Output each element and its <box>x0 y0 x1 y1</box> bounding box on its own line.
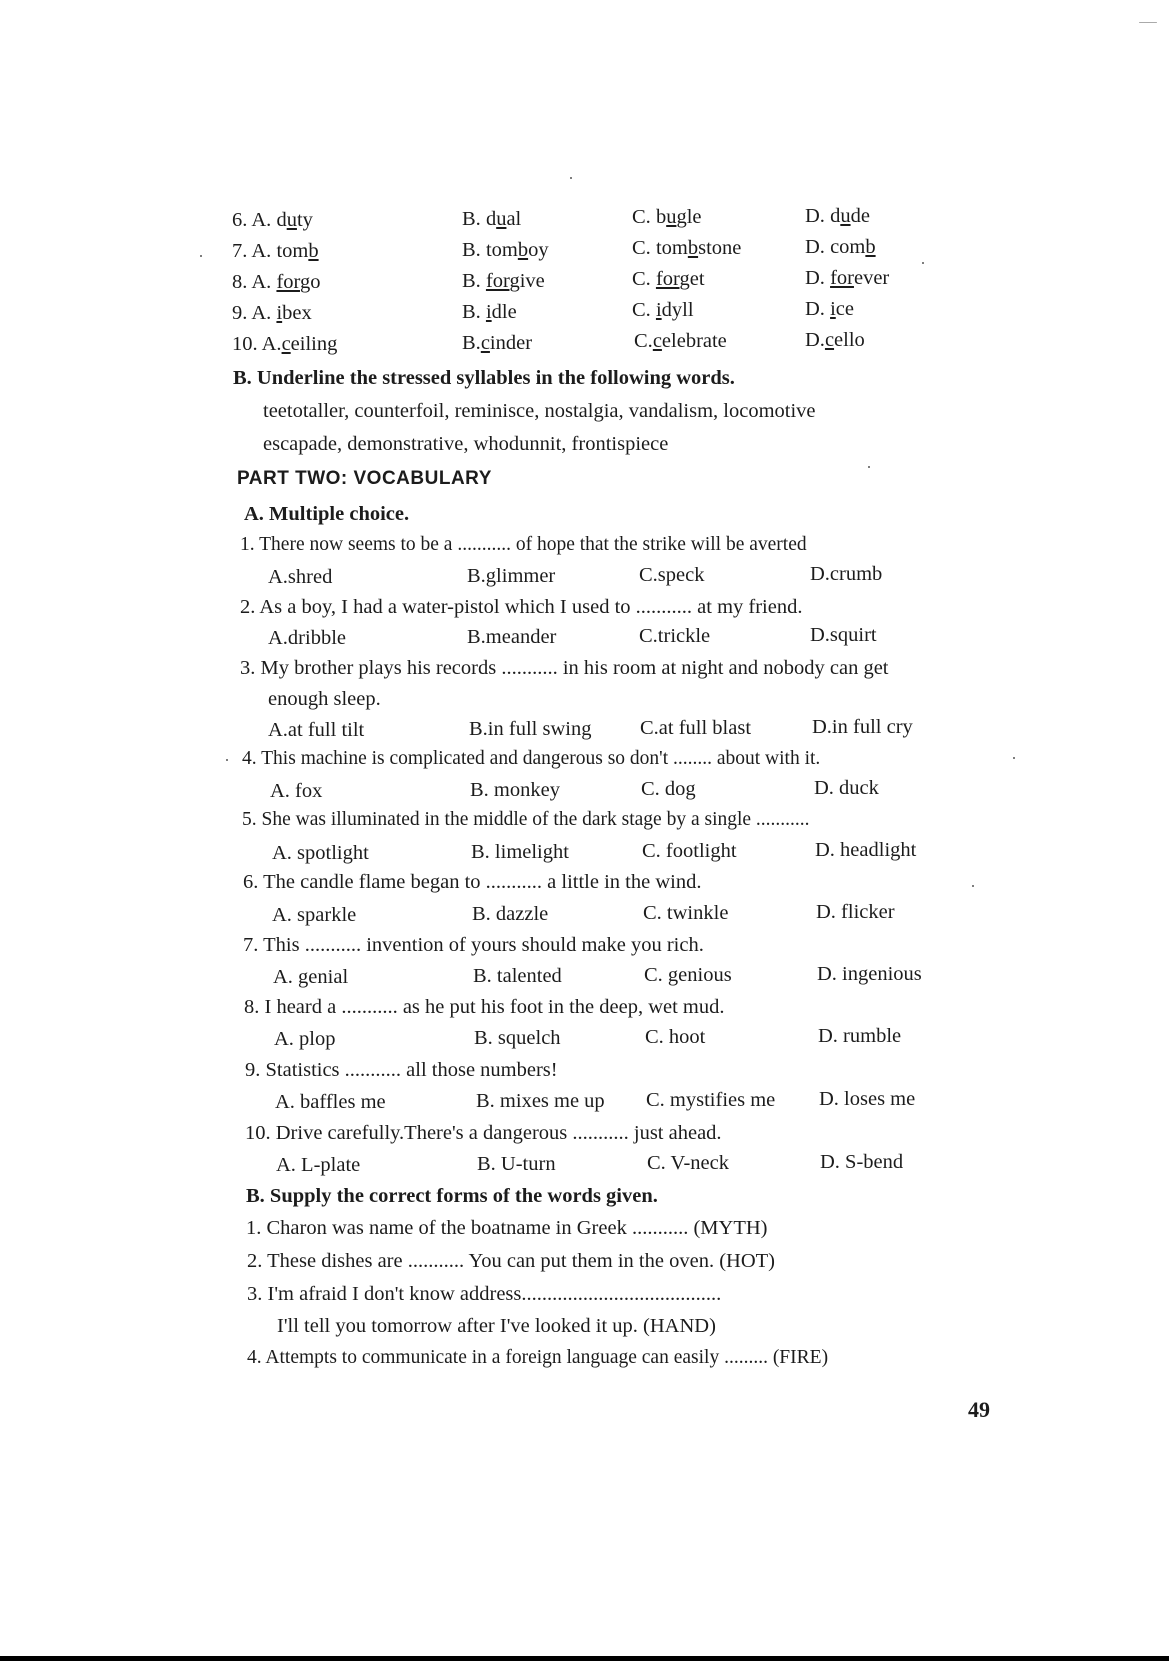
pron-row-7-a: 7. A. tomb <box>232 240 319 262</box>
mc-question-8: 8. I heard a ........... as he put his foot in the deep, wet mud. <box>244 996 725 1018</box>
pron-row-6-a: 6. A. duty <box>232 209 313 231</box>
scan-speck <box>570 177 572 179</box>
pron-row-8-c: C. forget <box>632 268 705 290</box>
mc-q8-option-d: D. rumble <box>818 1025 902 1047</box>
mc-q4-option-a: A. fox <box>270 780 323 802</box>
pron-row-9-d: D. ice <box>805 298 854 320</box>
mc-q1-option-c: C.speck <box>639 564 705 586</box>
page-number: 49 <box>968 1397 990 1422</box>
mc-question-2: 2. As a boy, I had a water-pistol which I used to ........... at my friend. <box>240 596 803 618</box>
mc-q10-option-d: D. S-bend <box>820 1151 904 1173</box>
pron-row-8-b: B. forgive <box>462 270 545 292</box>
pron-row-6-b: B. dual <box>462 208 522 230</box>
mc-q3-option-d: D.in full cry <box>812 716 913 738</box>
mc-q10-option-c: C. V-neck <box>647 1152 729 1174</box>
scan-speck <box>868 466 870 468</box>
mc-q3-option-c: C.at full blast <box>640 717 752 739</box>
mc-q9-option-b: B. mixes me up <box>476 1090 605 1112</box>
pron-row-8-a: 8. A. forgo <box>232 271 321 293</box>
word-form-3-continued: I'll tell you tomorrow after I've looked it up. (HAND) <box>277 1315 716 1337</box>
mc-question-1: 1. There now seems to be a ........... of hope that the strike will be averted <box>240 534 807 555</box>
mc-question-7: 7. This ........... invention of yours should make you rich. <box>243 934 704 956</box>
mc-q7-option-b: B. talented <box>473 965 562 987</box>
pron-row-8-d: D. forever <box>805 267 890 289</box>
scan-speck <box>1139 22 1157 23</box>
mc-q1-option-b: B.glimmer <box>467 565 556 587</box>
word-form-4: 4. Attempts to communicate in a foreign language can easily ......... (FIRE) <box>247 1347 829 1368</box>
mc-q8-option-c: C. hoot <box>645 1026 706 1048</box>
mc-q7-option-c: C. genious <box>644 964 732 986</box>
mc-q5-option-c: C. footlight <box>642 840 737 862</box>
mc-q8-option-a: A. plop <box>274 1028 336 1050</box>
pron-row-10-b: B.cinder <box>462 332 533 354</box>
mc-question-4: 4. This machine is complicated and dangerous so don't ........ about with it. <box>242 748 821 769</box>
mc-q10-option-a: A. L-plate <box>276 1154 361 1176</box>
stress-words-line-2: escapade, demonstrative, whodunnit, frontispiece <box>263 433 669 455</box>
word-forms-heading: B. Supply the correct forms of the words given. <box>246 1185 658 1207</box>
pron-row-9-a: 9. A. ibex <box>232 302 312 324</box>
mc-q5-option-a: A. spotlight <box>272 842 369 864</box>
stress-heading: B. Underline the stressed syllables in the following words. <box>233 367 735 389</box>
mc-q4-option-c: C. dog <box>641 778 696 800</box>
scan-bottom-edge <box>0 1656 1169 1661</box>
pron-row-10-d: D.cello <box>805 329 865 351</box>
part-two-title: PART TWO: VOCABULARY <box>237 468 492 489</box>
scan-speck <box>200 255 202 257</box>
mc-question-3-continued: enough sleep. <box>268 688 381 710</box>
pron-row-10-a: 10. A.ceiling <box>232 333 338 355</box>
mc-q6-option-a: A. sparkle <box>272 904 357 926</box>
mc-question-5: 5. She was illuminated in the middle of the dark stage by a single ........... <box>242 809 810 830</box>
word-form-3: 3. I'm afraid I don't know address....................................... <box>247 1283 722 1305</box>
mc-q4-option-b: B. monkey <box>470 779 560 801</box>
pron-row-9-c: C. idyll <box>632 299 694 321</box>
pron-row-6-d: D. dude <box>805 205 870 227</box>
mc-question-6: 6. The candle flame began to ........... a little in the wind. <box>243 871 702 893</box>
mc-q1-option-d: D.crumb <box>810 563 883 585</box>
mc-q10-option-b: B. U-turn <box>477 1153 556 1175</box>
mc-question-3: 3. My brother plays his records ........... in his room at night and nobody can get <box>240 657 889 679</box>
mc-q2-option-c: C.trickle <box>639 625 711 647</box>
mc-q3-option-b: B.in full swing <box>469 718 592 740</box>
scan-speck <box>1013 757 1015 759</box>
mc-q5-option-b: B. limelight <box>471 841 569 863</box>
pron-row-7-d: D. comb <box>805 236 876 258</box>
mc-q9-option-d: D. loses me <box>819 1088 916 1110</box>
stress-words-line-1: teetotaller, counterfoil, reminisce, nostalgia, vandalism, locomotive <box>263 400 816 422</box>
mc-question-9: 9. Statistics ........... all those numbers! <box>245 1059 558 1081</box>
word-form-2: 2. These dishes are ........... You can put them in the oven. (HOT) <box>247 1250 775 1272</box>
scan-speck <box>922 262 924 264</box>
mc-q2-option-b: B.meander <box>467 626 557 648</box>
pron-row-6-c: C. bugle <box>632 206 702 228</box>
mc-q9-option-c: C. mystifies me <box>646 1089 776 1111</box>
mc-heading: A. Multiple choice. <box>244 503 410 525</box>
mc-q1-option-a: A.shred <box>268 566 333 588</box>
mc-q7-option-d: D. ingenious <box>817 963 922 985</box>
mc-q9-option-a: A. baffles me <box>275 1091 386 1113</box>
mc-q2-option-a: A.dribble <box>268 627 346 649</box>
mc-q3-option-a: A.at full tilt <box>268 719 365 741</box>
pron-row-7-b: B. tomboy <box>462 239 549 261</box>
scan-speck <box>972 885 974 887</box>
mc-q5-option-d: D. headlight <box>815 839 917 861</box>
pron-row-9-b: B. idle <box>462 301 517 323</box>
pron-row-10-c: C.celebrate <box>634 330 727 352</box>
scan-speck <box>226 759 228 761</box>
mc-q6-option-b: B. dazzle <box>472 903 549 925</box>
mc-q7-option-a: A. genial <box>273 966 349 988</box>
mc-q6-option-d: D. flicker <box>816 901 895 923</box>
mc-q6-option-c: C. twinkle <box>643 902 729 924</box>
word-form-1: 1. Charon was name of the boatname in Greek ........... (MYTH) <box>246 1217 768 1239</box>
mc-q4-option-d: D. duck <box>814 777 879 799</box>
pron-row-7-c: C. tombstone <box>632 237 742 259</box>
mc-q2-option-d: D.squirt <box>810 624 877 646</box>
mc-q8-option-b: B. squelch <box>474 1027 561 1049</box>
mc-question-10: 10. Drive carefully.There's a dangerous ........... just ahead. <box>245 1122 722 1144</box>
